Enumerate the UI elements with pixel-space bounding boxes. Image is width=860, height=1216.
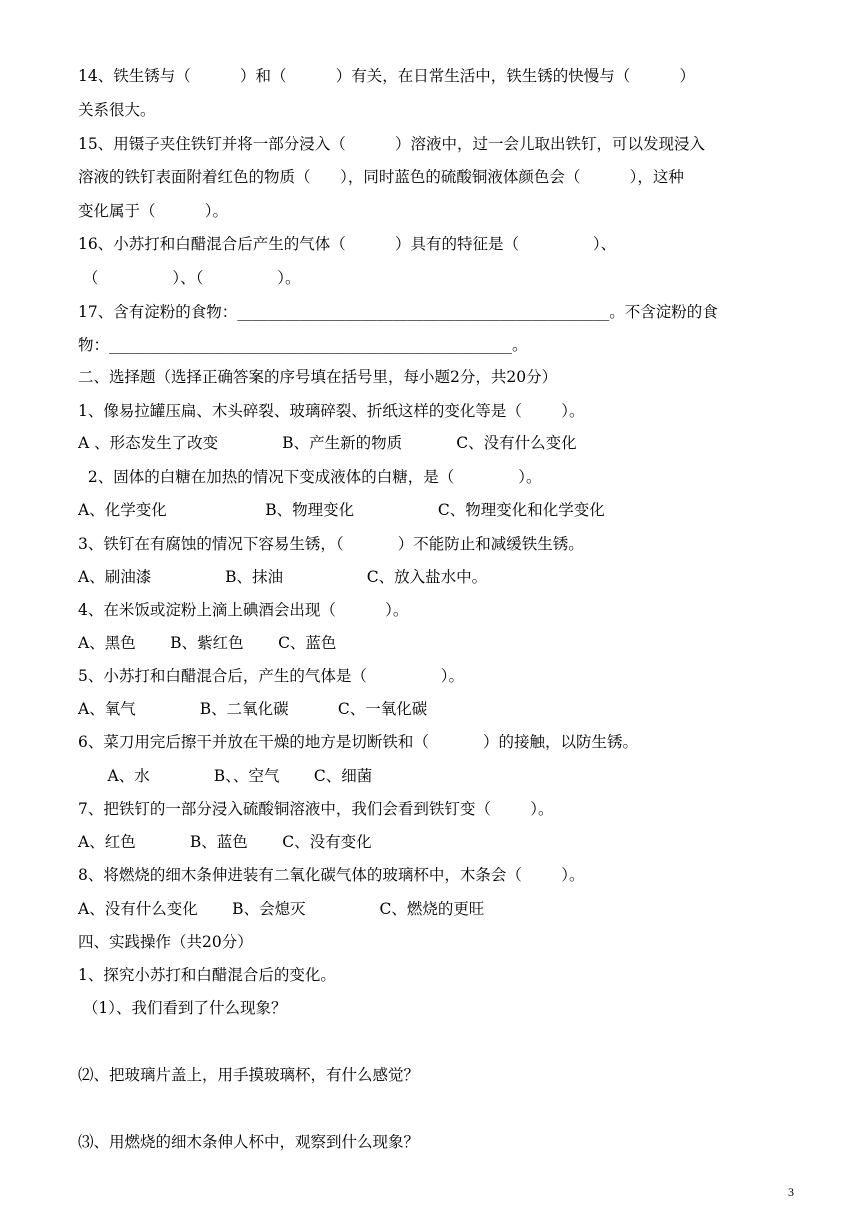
- mc2-question: 2、固体的白糖在加热的情况下变成液体的白糖，是（ ）。: [78, 468, 542, 486]
- mc5-options: A、氧气 B、二氧化碳 C、一氧化碳: [78, 700, 428, 718]
- mc1-question: 1、像易拉罐压扁、木头碎裂、玻璃碎裂、折纸这样的变化等是（ ）。: [78, 402, 585, 420]
- q15-line2: 溶液的铁钉表面附着红色的物质（ ），同时蓝色的硫酸铜液体颜色会（ ），这种: [78, 168, 684, 186]
- q16-line1: 16、小苏打和白醋混合后产生的气体（ ）具有的特征是（ ）、: [78, 235, 617, 253]
- mc4-question: 4、在米饭或淀粉上滴上碘酒会出现（ ）。: [78, 601, 409, 619]
- practice-1-q3: ⑶、用燃烧的细木条伸人杯中，观察到什么现象？: [78, 1133, 420, 1151]
- mc8-options: A、没有什么变化 B、会熄灭 C、燃烧的更旺: [78, 900, 485, 918]
- q17-line1: 17、含有淀粉的食物：________________________________________________。不含淀粉的食: [78, 303, 718, 321]
- mc4-options: A、黑色 B、紫红色 C、蓝色: [78, 634, 337, 652]
- mc6-question: 6、菜刀用完后擦干并放在干燥的地方是切断铁和（ ）的接触，以防生锈。: [78, 733, 639, 751]
- mc3-question: 3、铁钉在有腐蚀的情况下容易生锈，（ ）不能防止和减缓铁生锈。: [78, 535, 584, 553]
- mc2-options: A、化学变化 B、物理变化 C、物理变化和化学变化: [78, 501, 605, 519]
- mc7-options: A、红色 B、蓝色 C、没有变化: [78, 833, 372, 851]
- section-2-heading: 二、选择题（选择正确答案的序号填在括号里，每小题2分，共20分）: [78, 368, 558, 386]
- q14-line2: 关系很大。: [78, 101, 156, 119]
- q17-line2: 物：____________________________________________________。: [78, 336, 528, 354]
- mc7-question: 7、把铁钉的一部分浸入硫酸铜溶液中，我们会看到铁钉变（ ）。: [78, 800, 554, 818]
- practice-1-q2: ⑵、把玻璃片盖上，用手摸玻璃杯，有什么感觉？: [78, 1066, 420, 1084]
- q16-line2: （ ）、（ ）。: [78, 269, 301, 287]
- page-number: 3: [788, 1185, 794, 1199]
- mc8-question: 8、将燃烧的细木条伸进装有二氧化碳气体的玻璃杯中，木条会（ ）。: [78, 866, 585, 884]
- mc5-question: 5、小苏打和白醋混合后，产生的气体是（ ）。: [78, 667, 465, 685]
- q14-line1: 14、铁生锈与（ ）和（ ）有关，在日常生活中，铁生锈的快慢与（ ）: [78, 67, 696, 85]
- mc3-options: A、刷油漆 B、抹油 C、放入盐水中。: [78, 568, 488, 586]
- mc1-options: A 、形态发生了改变 B、产生新的物质 C、没有什么变化: [78, 434, 577, 452]
- practice-1-title: 1、探究小苏打和白醋混合后的变化。: [78, 966, 336, 984]
- mc6-options: A、水 B、、空气 C、细菌: [78, 767, 373, 785]
- q15-line1: 15、用镊子夹住铁钉并将一部分浸入（ ）溶液中，过一会儿取出铁钉，可以发现浸入: [78, 135, 705, 153]
- section-4-heading: 四、实践操作（共20分）: [78, 933, 253, 951]
- q15-line3: 变化属于（ ）。: [78, 202, 229, 220]
- practice-1-q1: （1）、我们看到了什么现象？: [78, 999, 287, 1017]
